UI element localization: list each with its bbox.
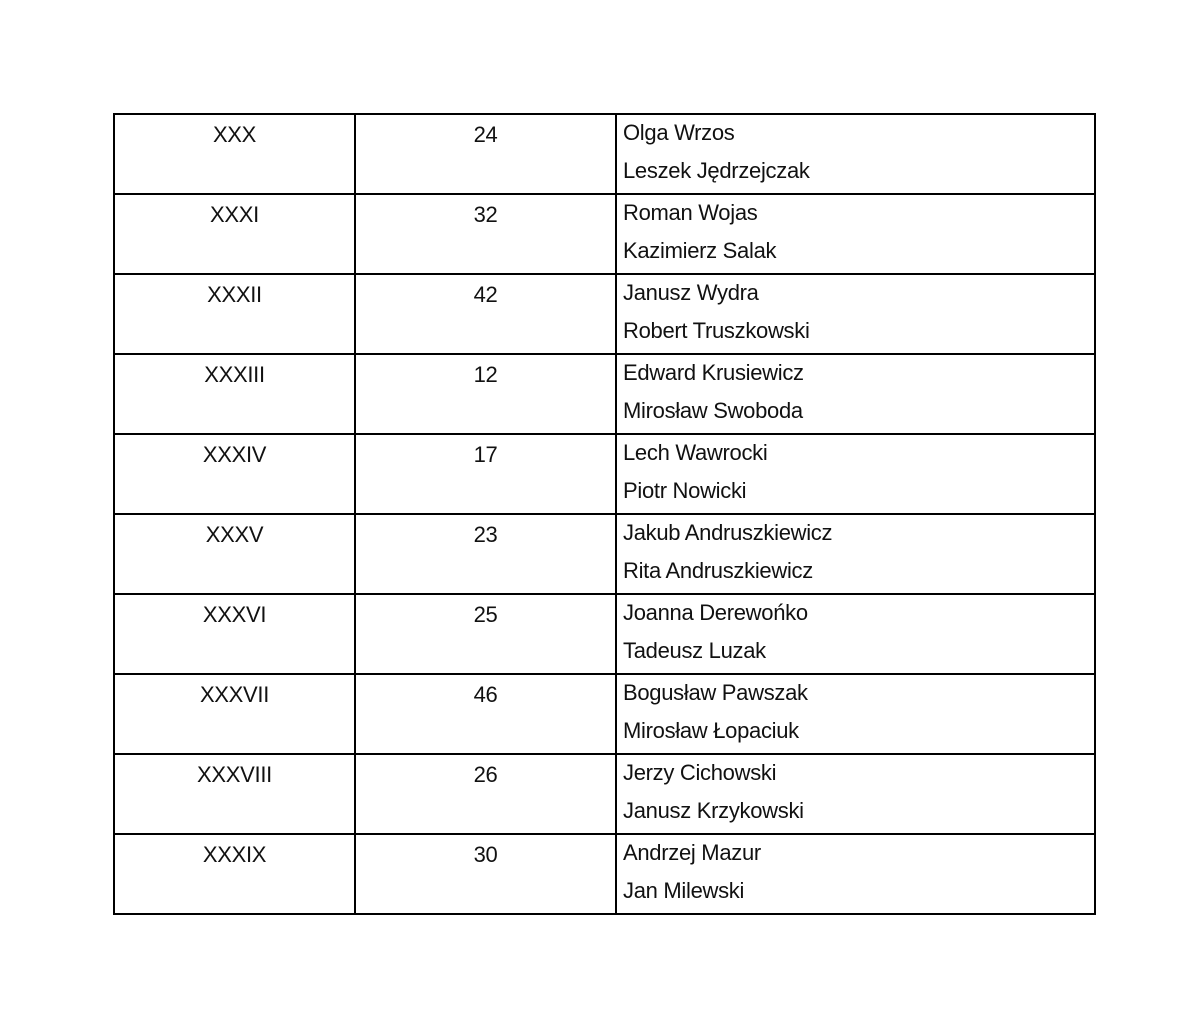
table-row — [114, 754, 1095, 834]
names-cell — [616, 754, 1095, 834]
roman-numeral: XXXIV — [202, 442, 267, 467]
results-table — [113, 113, 1096, 915]
person-name: Robert Truszkowski — [623, 318, 810, 343]
names-cell — [616, 354, 1095, 434]
person-name: Janusz Krzykowski — [623, 798, 804, 823]
names-cell — [616, 114, 1095, 194]
person-name: Jerzy Cichowski — [623, 760, 777, 785]
names-cell — [616, 434, 1095, 514]
roman-numeral: XXXVIII — [197, 762, 272, 787]
number-cell — [355, 274, 616, 354]
person-name: Leszek Jędrzejczak — [623, 158, 810, 183]
roman-numeral: XXXI — [210, 202, 259, 227]
roman-numeral: XXXII — [207, 282, 262, 307]
table-row — [114, 114, 1095, 194]
person-name: Mirosław Swoboda — [623, 398, 803, 423]
person-name: Joanna Derewońko — [623, 600, 808, 625]
person-name: Bogusław Pawszak — [623, 680, 808, 705]
names-cell — [616, 674, 1095, 754]
number-value: 23 — [473, 522, 498, 547]
roman-numeral-cell — [114, 114, 355, 194]
roman-numeral-cell — [114, 754, 355, 834]
number-cell — [355, 194, 616, 274]
person-name: Lech Wawrocki — [623, 440, 768, 465]
number-value: 46 — [473, 682, 498, 707]
number-cell — [355, 674, 616, 754]
table-row — [114, 674, 1095, 754]
roman-numeral: XXXIII — [204, 362, 265, 387]
person-name: Tadeusz Luzak — [623, 638, 766, 663]
number-cell — [355, 114, 616, 194]
roman-numeral: XXX — [212, 122, 257, 147]
number-cell — [355, 594, 616, 674]
roman-numeral-cell — [114, 434, 355, 514]
person-name: Andrzej Mazur — [623, 840, 761, 865]
roman-numeral-cell — [114, 674, 355, 754]
roman-numeral: XXXV — [205, 522, 264, 547]
person-name: Jakub Andruszkiewicz — [623, 520, 833, 545]
names-cell — [616, 514, 1095, 594]
number-value: 32 — [473, 202, 498, 227]
number-value: 17 — [473, 442, 498, 467]
number-value: 26 — [473, 762, 498, 787]
names-cell — [616, 594, 1095, 674]
roman-numeral-cell — [114, 274, 355, 354]
number-cell — [355, 514, 616, 594]
names-cell — [616, 194, 1095, 274]
table-row — [114, 594, 1095, 674]
number-cell — [355, 834, 616, 914]
person-name: Janusz Wydra — [623, 280, 759, 305]
number-cell — [355, 754, 616, 834]
roman-numeral-cell — [114, 194, 355, 274]
person-name: Edward Krusiewicz — [623, 360, 804, 385]
person-name: Mirosław Łopaciuk — [623, 718, 799, 743]
roman-numeral-cell — [114, 354, 355, 434]
table-row — [114, 434, 1095, 514]
number-cell — [355, 434, 616, 514]
table-row — [114, 274, 1095, 354]
person-name: Jan Milewski — [623, 878, 745, 903]
person-name: Olga Wrzos — [623, 120, 735, 145]
roman-numeral-cell — [114, 514, 355, 594]
roman-numeral-cell — [114, 594, 355, 674]
person-name: Rita Andruszkiewicz — [623, 558, 813, 583]
roman-numeral: XXXVI — [202, 602, 267, 627]
person-name: Kazimierz Salak — [623, 238, 777, 263]
roman-numeral: XXXVII — [199, 682, 270, 707]
number-value: 42 — [473, 282, 498, 307]
number-value: 30 — [473, 842, 498, 867]
roman-numeral-cell — [114, 834, 355, 914]
number-value: 24 — [473, 122, 498, 147]
number-cell — [355, 354, 616, 434]
table-row — [114, 834, 1095, 914]
names-cell — [616, 834, 1095, 914]
person-name: Piotr Nowicki — [623, 478, 747, 503]
table-row — [114, 194, 1095, 274]
table-row — [114, 514, 1095, 594]
roman-numeral: XXXIX — [202, 842, 267, 867]
person-name: Roman Wojas — [623, 200, 758, 225]
names-cell — [616, 274, 1095, 354]
table-row — [114, 354, 1095, 434]
number-value: 12 — [473, 362, 498, 387]
number-value: 25 — [473, 602, 498, 627]
